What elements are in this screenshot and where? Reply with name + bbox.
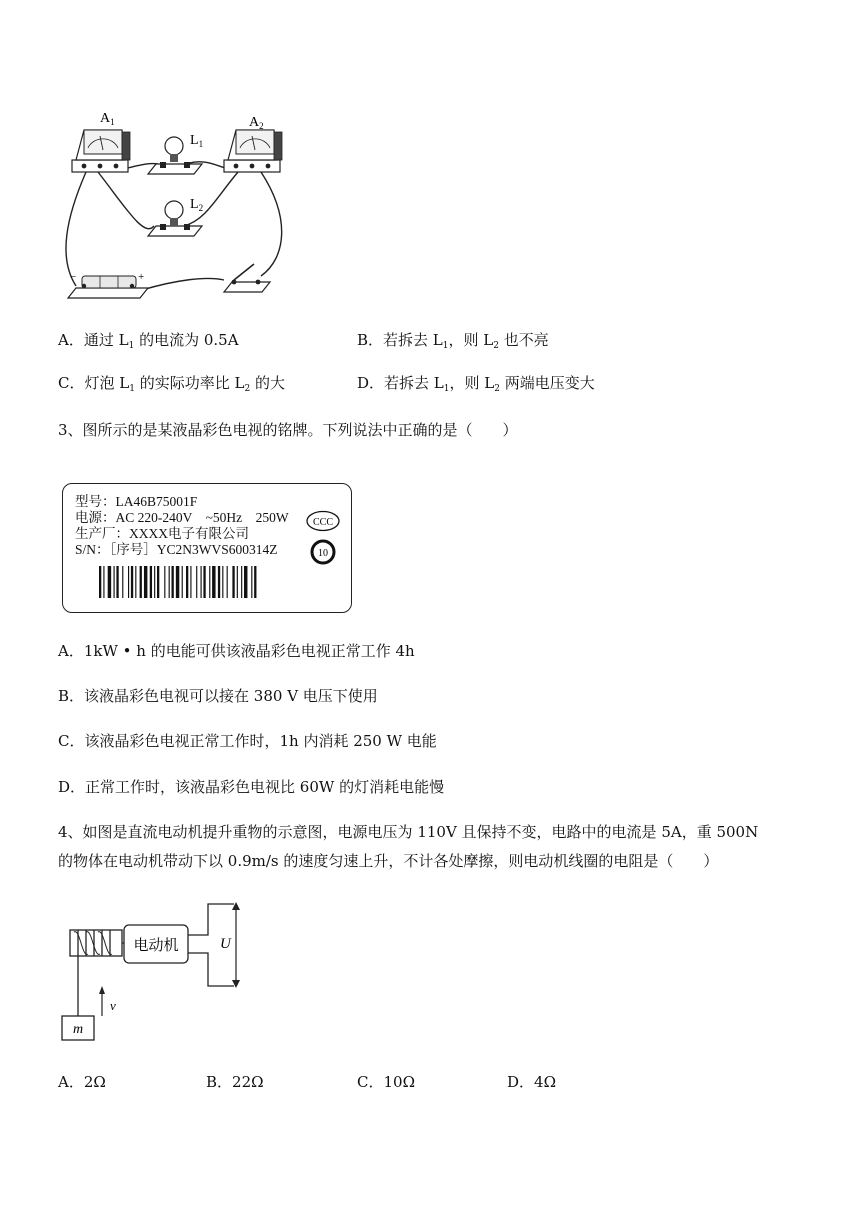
- ammeter-a1-label: $A_1$: [100, 111, 115, 127]
- tv-nameplate: [62, 483, 352, 613]
- nameplate-maker: 生产厂：XXXX电子有限公司: [75, 526, 249, 541]
- q2-option-a[interactable]: A．通过 $L_1$ 的电流为 0.5A: [58, 331, 239, 351]
- q4-option-c[interactable]: C．10Ω: [357, 1073, 416, 1091]
- q3-option-a[interactable]: A．1kW • h 的电能可供该液晶彩色电视正常工作 4h: [58, 642, 415, 660]
- q3-option-d[interactable]: D．正常工作时，该液晶彩色电视比 60W 的灯消耗电能慢: [58, 778, 445, 796]
- q4-option-a[interactable]: A．2Ω: [58, 1073, 106, 1091]
- nameplate-power: 电源：AC 220-240V ~50Hz 250W: [75, 510, 289, 525]
- q4-option-d[interactable]: D．4Ω: [507, 1073, 557, 1091]
- ammeter-a2-label: $A_2$: [249, 115, 264, 131]
- q2-option-d[interactable]: D．若拆去 $L_1$，则 $L_2$ 两端电压变大: [357, 374, 595, 394]
- q3-option-b[interactable]: B．该液晶彩色电视可以接在 380 V 电压下使用: [58, 687, 378, 705]
- mass-label: m: [72, 1022, 84, 1037]
- ammeter-a1-icon: [72, 130, 130, 172]
- bulb-l1-label: $L_1$: [190, 133, 204, 149]
- motor-label: 电动机: [133, 938, 179, 954]
- q4-stem-line1: 4、如图是直流电动机提升重物的示意图，电源电压为 110V 且保持不变，电路中的电流是 5A，重 500N: [58, 823, 759, 841]
- q4-stem-line2: 的物体在电动机带动下以 0.9m/s 的速度匀速上升，不计各处摩擦，则电动机线圈的电阻是（ ）: [58, 852, 719, 870]
- nameplate-model: 型号：LA46B75001F: [75, 494, 198, 509]
- q4-option-b[interactable]: B．22Ω: [206, 1073, 264, 1091]
- barcode-icon: [99, 566, 295, 598]
- ccc-mark-icon: [305, 510, 341, 532]
- energy-circle-mark-icon: [310, 539, 336, 565]
- q2-circuit-figure: [56, 108, 296, 304]
- switch-icon: [224, 264, 270, 292]
- q3-option-c[interactable]: C．该液晶彩色电视正常工作时，1h 内消耗 250 W 电能: [58, 732, 437, 750]
- bulb-l2-label: $L_2$: [190, 197, 204, 213]
- svg-text:10: 10: [318, 548, 328, 559]
- q2-option-c[interactable]: C．灯泡 $L_1$ 的实际功率比 $L_2$ 的大: [58, 374, 285, 394]
- svg-text:CCC: CCC: [312, 517, 334, 528]
- ammeter-a2-icon: [224, 130, 282, 172]
- q2-option-b[interactable]: B．若拆去 $L_1$，则 $L_2$ 也不亮: [357, 331, 549, 351]
- velocity-label: v: [110, 998, 116, 1013]
- q4-motor-figure: [56, 898, 256, 1044]
- battery-icon: [68, 276, 148, 298]
- nameplate-serial: S/N：［序号］YC2N3WVS600314Z: [75, 542, 278, 557]
- battery-plus-label: +: [138, 271, 145, 283]
- q3-stem: 3、图所示的是某液晶彩色电视的铭牌。下列说法中正确的是（ ）: [58, 421, 518, 439]
- battery-minus-label: −: [70, 271, 77, 283]
- voltage-label: U: [220, 936, 231, 952]
